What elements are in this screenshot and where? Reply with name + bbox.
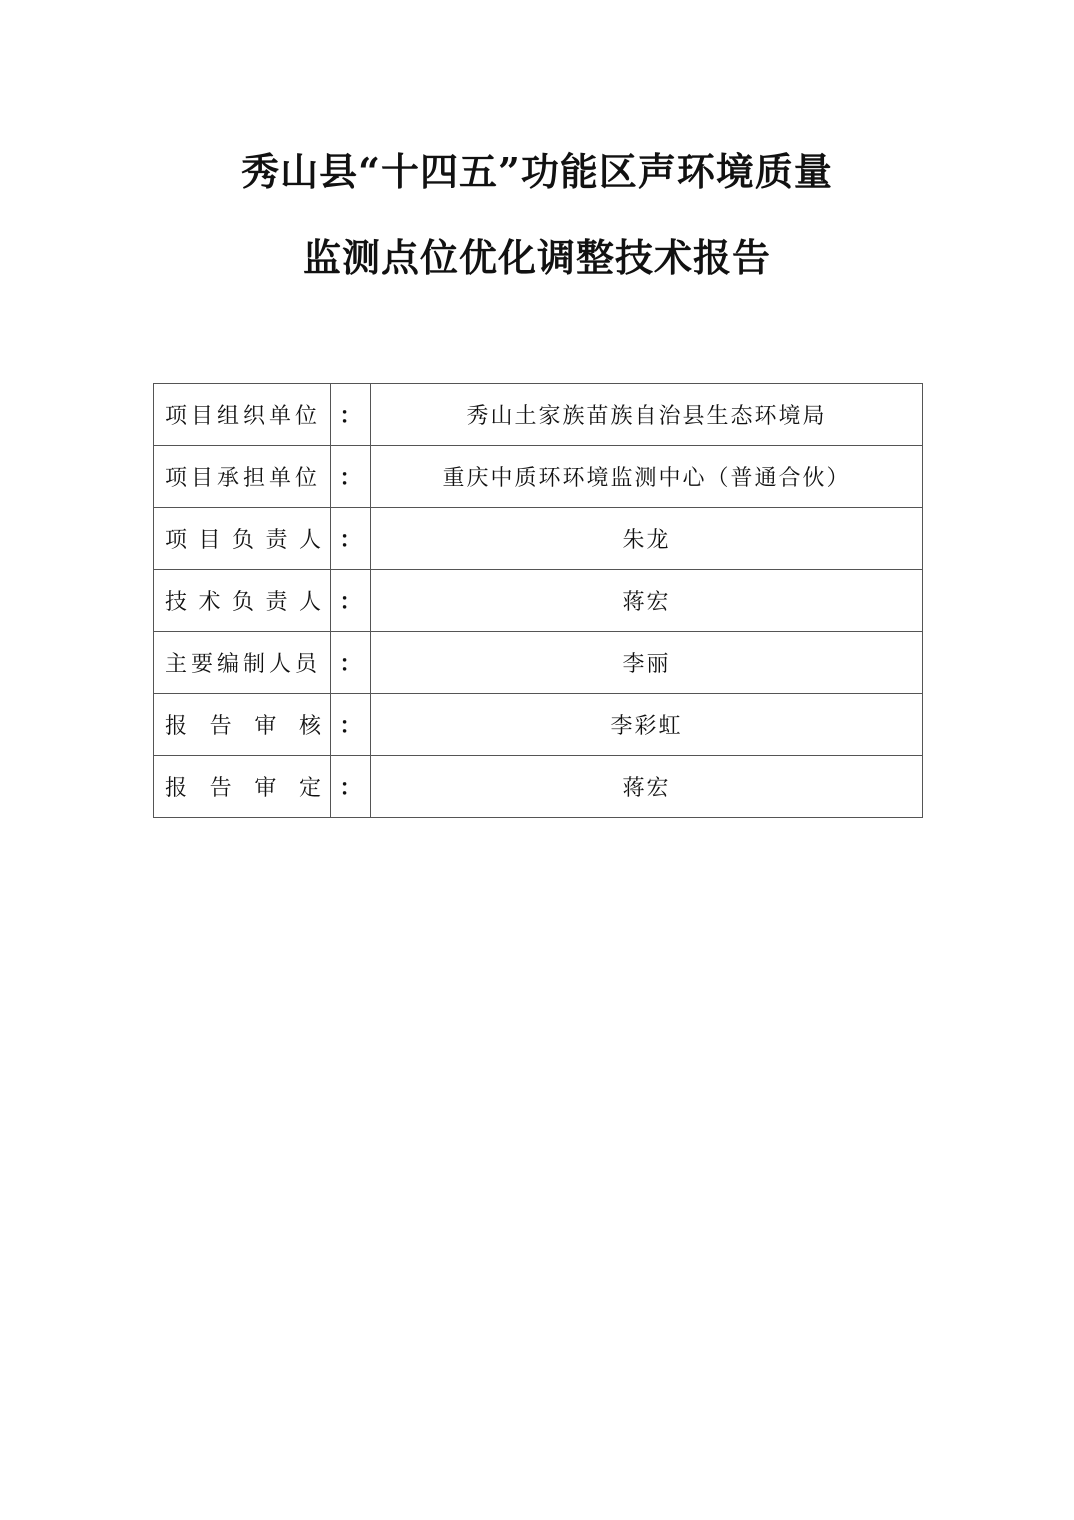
- row-label-cell: [154, 446, 331, 508]
- label-char: 定: [298, 776, 321, 801]
- colon-separator: ：: [331, 632, 371, 694]
- table-row: [154, 694, 923, 756]
- colon-separator: ：: [331, 384, 371, 446]
- label-char: 责: [265, 528, 288, 553]
- label-char: 目: [198, 528, 221, 553]
- table-row: [154, 756, 923, 818]
- row-label: 项目组织单位: [165, 404, 322, 429]
- table-row: [154, 384, 923, 446]
- row-label-cell: [154, 694, 331, 756]
- row-label-cell: [154, 756, 331, 818]
- report-title: [0, 142, 1074, 288]
- label-char: 责: [265, 590, 288, 615]
- title-line-1: 秀山县“十四五”功能区声环境质量: [241, 149, 833, 194]
- row-label: 主要编制人员: [165, 652, 322, 677]
- colon-separator: ：: [331, 694, 371, 756]
- table-row: [154, 570, 923, 632]
- row-label: [165, 709, 321, 740]
- row-value: 秀山土家族苗族自治县生态环境局: [371, 384, 923, 446]
- row-label: [165, 771, 321, 802]
- colon-separator: ：: [331, 446, 371, 508]
- label-char: 告: [209, 776, 232, 801]
- table-row: [154, 632, 923, 694]
- row-value: 李丽: [371, 632, 923, 694]
- row-label: 项目承担单位: [165, 466, 322, 491]
- label-char: 项: [165, 528, 188, 553]
- label-char: 人: [298, 528, 321, 553]
- label-char: 人: [298, 590, 321, 615]
- row-value: 李彩虹: [371, 694, 923, 756]
- table-row: [154, 446, 923, 508]
- row-label: [165, 523, 321, 554]
- row-label: [165, 585, 321, 616]
- label-char: 报: [165, 776, 188, 801]
- label-char: 负: [231, 590, 254, 615]
- label-char: 审: [254, 714, 277, 739]
- label-char: 告: [209, 714, 232, 739]
- label-char: 审: [254, 776, 277, 801]
- label-char: 术: [198, 590, 221, 615]
- label-char: 核: [298, 714, 321, 739]
- project-info-table: [153, 383, 923, 818]
- row-label-cell: [154, 570, 331, 632]
- row-label-cell: [154, 508, 331, 570]
- label-char: 报: [165, 714, 188, 739]
- label-char: 负: [231, 528, 254, 553]
- colon-separator: ：: [331, 756, 371, 818]
- row-label-cell: [154, 384, 331, 446]
- title-line-2: 监测点位优化调整技术报告: [302, 235, 771, 280]
- label-char: 技: [165, 590, 188, 615]
- row-value: 蒋宏: [371, 570, 923, 632]
- table-row: [154, 508, 923, 570]
- row-value: 朱龙: [371, 508, 923, 570]
- row-label-cell: [154, 632, 331, 694]
- colon-separator: ：: [331, 508, 371, 570]
- row-value: 重庆中质环环境监测中心（普通合伙）: [371, 446, 923, 508]
- colon-separator: ：: [331, 570, 371, 632]
- row-value: 蒋宏: [371, 756, 923, 818]
